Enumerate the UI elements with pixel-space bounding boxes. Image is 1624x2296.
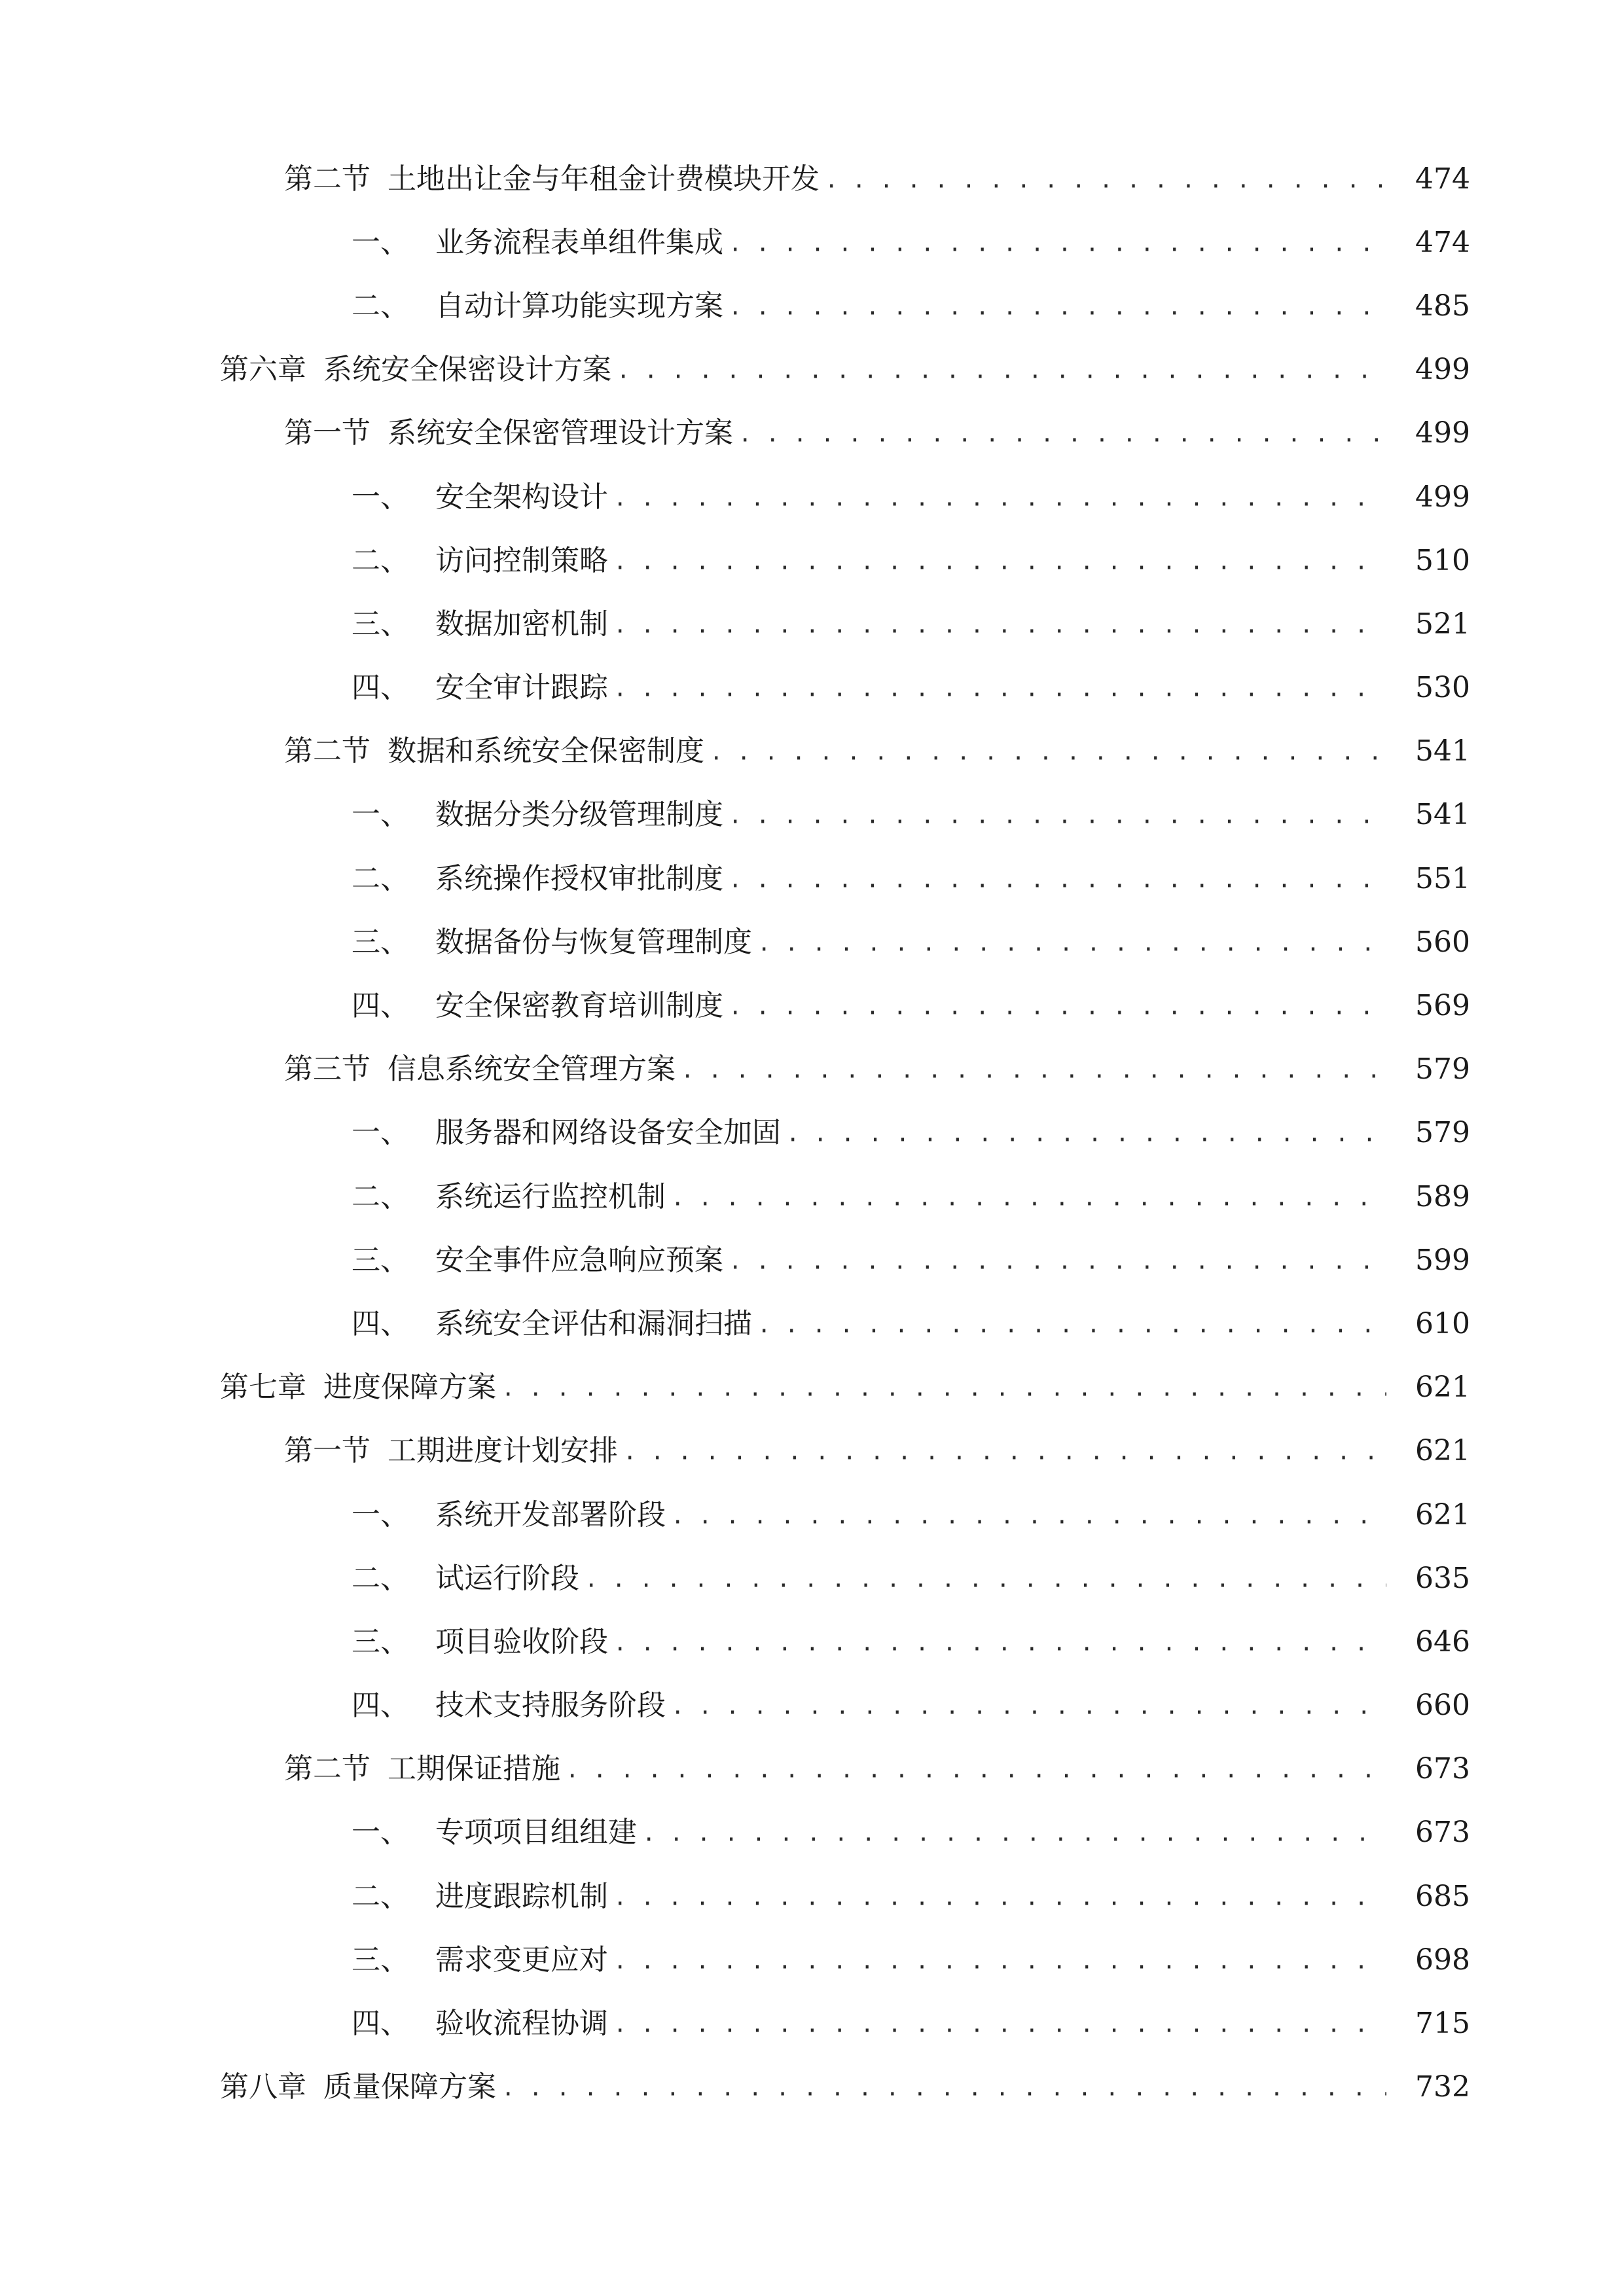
toc-item-row[interactable]	[0, 783, 1624, 847]
toc-item-row[interactable]	[0, 1801, 1624, 1865]
toc-entry	[220, 353, 1398, 387]
toc-entry-title: 进度跟踪机制	[435, 1879, 608, 1913]
toc-page-number: 698	[1415, 1943, 1470, 1977]
toc-entry	[352, 1624, 1398, 1659]
toc-dot-leader	[681, 1055, 1386, 1084]
toc-dot-leader	[671, 1183, 1386, 1211]
toc-entry	[352, 1498, 1398, 1532]
toc-entry-title: 质量保障方案	[323, 2070, 496, 2104]
toc-dot-leader	[613, 2009, 1386, 2038]
toc-entry-number: 四、	[352, 989, 409, 1023]
toc-item-row[interactable]	[0, 1102, 1624, 1165]
toc-page-number: 579	[1415, 1116, 1470, 1150]
toc-chapter-row[interactable]	[0, 338, 1624, 402]
toc-section-row[interactable]	[0, 1738, 1624, 1801]
toc-dot-leader	[757, 928, 1386, 957]
toc-page-number: 474	[1415, 225, 1470, 259]
toc-entry-number: 一、	[352, 1116, 409, 1150]
toc-item-row[interactable]	[0, 1292, 1624, 1355]
toc-entry-number: 一、	[352, 480, 409, 514]
toc-dot-leader	[501, 2073, 1386, 2102]
toc-entry	[284, 1752, 1398, 1786]
toc-dot-leader	[613, 1882, 1386, 1911]
table-of-contents	[0, 147, 1624, 2119]
toc-dot-leader	[757, 1310, 1386, 1338]
toc-item-row[interactable]	[0, 274, 1624, 338]
toc-page-number: 499	[1415, 480, 1470, 514]
toc-section-row[interactable]	[0, 1038, 1624, 1102]
toc-page-number: 673	[1415, 1816, 1470, 1850]
toc-dot-leader	[613, 610, 1386, 639]
toc-item-row[interactable]	[0, 847, 1624, 910]
toc-item-row[interactable]	[0, 1610, 1624, 1674]
toc-entry-title: 工期保证措施	[388, 1752, 560, 1786]
toc-entry	[352, 1179, 1398, 1213]
toc-entry-title: 系统运行监控机制	[435, 1179, 666, 1213]
toc-entry-number: 二、	[352, 1879, 409, 1913]
toc-entry	[352, 289, 1398, 323]
toc-page-number: 474	[1415, 162, 1470, 196]
toc-entry-title: 进度保障方案	[323, 1371, 496, 1405]
toc-page-number: 485	[1415, 289, 1470, 323]
toc-item-row[interactable]	[0, 592, 1624, 656]
toc-item-row[interactable]	[0, 910, 1624, 974]
toc-entry	[352, 607, 1398, 641]
toc-item-row[interactable]	[0, 1547, 1624, 1610]
toc-entry-number: 四、	[352, 671, 409, 705]
toc-dot-leader	[617, 355, 1386, 384]
toc-entry	[352, 1116, 1398, 1150]
toc-item-row[interactable]	[0, 1483, 1624, 1547]
toc-item-row[interactable]	[0, 1865, 1624, 1928]
toc-page-number: 560	[1415, 925, 1470, 959]
toc-entry-title: 数据备份与恢复管理制度	[435, 925, 752, 959]
toc-entry-number: 四、	[352, 1689, 409, 1723]
toc-dot-leader	[729, 228, 1386, 257]
toc-page-number: 499	[1415, 353, 1470, 387]
toc-page-number: 646	[1415, 1624, 1470, 1659]
toc-entry-number: 一、	[352, 798, 409, 832]
toc-entry	[284, 162, 1398, 196]
toc-item-row[interactable]	[0, 1165, 1624, 1229]
toc-dot-leader	[613, 547, 1386, 575]
toc-entry	[220, 2070, 1398, 2104]
toc-page-number: 621	[1415, 1434, 1470, 1468]
toc-entry-number: 三、	[352, 607, 409, 641]
toc-entry-number: 四、	[352, 1306, 409, 1340]
toc-item-row[interactable]	[0, 211, 1624, 274]
toc-entry	[352, 861, 1398, 895]
toc-entry-number: 一、	[352, 225, 409, 259]
toc-entry-title: 土地出让金与年租金计费模块开发	[388, 162, 820, 196]
toc-item-row[interactable]	[0, 974, 1624, 1037]
toc-dot-leader	[623, 1437, 1386, 1465]
toc-entry	[352, 925, 1398, 959]
toc-dot-leader	[729, 1246, 1386, 1275]
toc-page-number: 673	[1415, 1752, 1470, 1786]
toc-entry-number: 第七章	[220, 1371, 306, 1405]
toc-entry-title: 安全事件应急响应预案	[435, 1243, 723, 1277]
toc-entry	[352, 1879, 1398, 1913]
toc-entry-number: 二、	[352, 543, 409, 577]
toc-entry-number: 三、	[352, 1243, 409, 1277]
toc-section-row[interactable]	[0, 720, 1624, 783]
toc-page-number: 541	[1415, 798, 1470, 832]
toc-page-number: 521	[1415, 607, 1470, 641]
toc-entry	[352, 1943, 1398, 1977]
toc-page-number: 541	[1415, 734, 1470, 768]
toc-entry-title: 试运行阶段	[435, 1561, 579, 1595]
toc-entry	[352, 1306, 1398, 1340]
toc-entry-title: 工期进度计划安排	[388, 1434, 618, 1468]
toc-page-number: 660	[1415, 1689, 1470, 1723]
toc-entry	[352, 2007, 1398, 2041]
toc-entry	[352, 1689, 1398, 1723]
toc-entry-title: 安全保密教育培训制度	[435, 989, 723, 1023]
toc-page-number: 510	[1415, 543, 1470, 577]
toc-dot-leader	[613, 673, 1386, 702]
toc-section-row[interactable]	[0, 1420, 1624, 1483]
toc-dot-leader	[642, 1818, 1386, 1847]
toc-page-number: 579	[1415, 1052, 1470, 1086]
toc-entry-number: 第二节	[284, 162, 370, 196]
toc-entry-title: 数据和系统安全保密制度	[388, 734, 704, 768]
toc-dot-leader	[729, 992, 1386, 1020]
toc-item-row[interactable]	[0, 529, 1624, 592]
toc-entry-title: 安全架构设计	[435, 480, 608, 514]
toc-chapter-row[interactable]	[0, 2056, 1624, 2119]
toc-entry-title: 安全审计跟踪	[435, 671, 608, 705]
toc-entry-title: 系统安全保密设计方案	[323, 353, 611, 387]
toc-entry	[284, 1434, 1398, 1468]
toc-entry	[220, 1371, 1398, 1405]
toc-entry	[352, 1243, 1398, 1277]
toc-item-row[interactable]	[0, 1928, 1624, 1992]
toc-entry-title: 服务器和网络设备安全加固	[435, 1116, 781, 1150]
toc-entry	[352, 671, 1398, 705]
toc-entry-title: 需求变更应对	[435, 1943, 608, 1977]
toc-dot-leader	[738, 419, 1386, 448]
toc-entry	[352, 798, 1398, 832]
toc-entry-number: 第二节	[284, 1752, 370, 1786]
toc-entry-title: 技术支持服务阶段	[435, 1689, 666, 1723]
toc-page-number: 599	[1415, 1243, 1470, 1277]
toc-dot-leader	[710, 737, 1386, 766]
toc-entry-number: 三、	[352, 1624, 409, 1659]
toc-dot-leader	[671, 1501, 1386, 1530]
toc-entry-number: 第二节	[284, 734, 370, 768]
toc-page-number: 569	[1415, 989, 1470, 1023]
toc-entry-number: 三、	[352, 1943, 409, 1977]
toc-entry	[352, 1816, 1398, 1850]
toc-entry-number: 第一节	[284, 1434, 370, 1468]
toc-entry-title: 系统安全评估和漏洞扫描	[435, 1306, 752, 1340]
toc-entry	[352, 480, 1398, 514]
toc-dot-leader	[825, 165, 1386, 194]
toc-dot-leader	[729, 865, 1386, 893]
toc-page-number: 715	[1415, 2007, 1470, 2041]
toc-entry-title: 系统操作授权审批制度	[435, 861, 723, 895]
toc-dot-leader	[729, 800, 1386, 829]
toc-entry	[284, 1052, 1398, 1086]
toc-entry-number: 第一节	[284, 416, 370, 450]
toc-page-number: 685	[1415, 1879, 1470, 1913]
toc-dot-leader	[786, 1119, 1386, 1147]
toc-page-number: 635	[1415, 1561, 1470, 1595]
toc-page-number: 589	[1415, 1179, 1470, 1213]
toc-entry	[284, 416, 1398, 450]
toc-entry	[352, 543, 1398, 577]
toc-dot-leader	[501, 1373, 1386, 1402]
toc-item-row[interactable]	[0, 465, 1624, 529]
toc-entry-title: 业务流程表单组件集成	[435, 225, 723, 259]
toc-entry-title: 数据分类分级管理制度	[435, 798, 723, 832]
toc-entry	[352, 989, 1398, 1023]
toc-dot-leader	[613, 483, 1386, 512]
toc-page-number: 610	[1415, 1306, 1470, 1340]
toc-section-row[interactable]	[0, 402, 1624, 465]
toc-entry-number: 四、	[352, 2007, 409, 2041]
toc-chapter-row[interactable]	[0, 1356, 1624, 1420]
toc-entry-title: 系统开发部署阶段	[435, 1498, 666, 1532]
toc-section-row[interactable]	[0, 147, 1624, 211]
toc-entry-title: 项目验收阶段	[435, 1624, 608, 1659]
toc-entry-number: 第六章	[220, 353, 306, 387]
toc-entry	[352, 1561, 1398, 1595]
toc-entry-number: 第三节	[284, 1052, 370, 1086]
toc-page-number: 499	[1415, 416, 1470, 450]
toc-item-row[interactable]	[0, 1992, 1624, 2055]
toc-entry-number: 二、	[352, 1561, 409, 1595]
toc-entry-title: 访问控制策略	[435, 543, 608, 577]
toc-dot-leader	[671, 1691, 1386, 1720]
toc-dot-leader	[729, 292, 1386, 321]
toc-page-number: 621	[1415, 1498, 1470, 1532]
toc-page-number: 732	[1415, 2070, 1470, 2104]
toc-entry-title: 专项项目组组建	[435, 1816, 637, 1850]
toc-entry-number: 一、	[352, 1816, 409, 1850]
toc-dot-leader	[613, 1628, 1386, 1657]
toc-entry-title: 数据加密机制	[435, 607, 608, 641]
toc-entry	[284, 734, 1398, 768]
toc-entry-number: 二、	[352, 861, 409, 895]
toc-entry-title: 自动计算功能实现方案	[435, 289, 723, 323]
toc-entry-number: 第八章	[220, 2070, 306, 2104]
toc-item-row[interactable]	[0, 656, 1624, 720]
toc-dot-leader	[585, 1564, 1386, 1593]
toc-entry-title: 系统安全保密管理设计方案	[388, 416, 733, 450]
toc-entry-number: 一、	[352, 1498, 409, 1532]
toc-item-row[interactable]	[0, 1229, 1624, 1292]
toc-item-row[interactable]	[0, 1674, 1624, 1738]
toc-dot-leader	[566, 1755, 1386, 1784]
toc-dot-leader	[613, 1946, 1386, 1975]
toc-page-number: 621	[1415, 1371, 1470, 1405]
toc-entry-title: 验收流程协调	[435, 2007, 608, 2041]
toc-entry-number: 二、	[352, 289, 409, 323]
toc-page-number: 551	[1415, 861, 1470, 895]
toc-entry-title: 信息系统安全管理方案	[388, 1052, 676, 1086]
toc-entry	[352, 225, 1398, 259]
toc-page-number: 530	[1415, 671, 1470, 705]
toc-entry-number: 二、	[352, 1179, 409, 1213]
toc-entry-number: 三、	[352, 925, 409, 959]
